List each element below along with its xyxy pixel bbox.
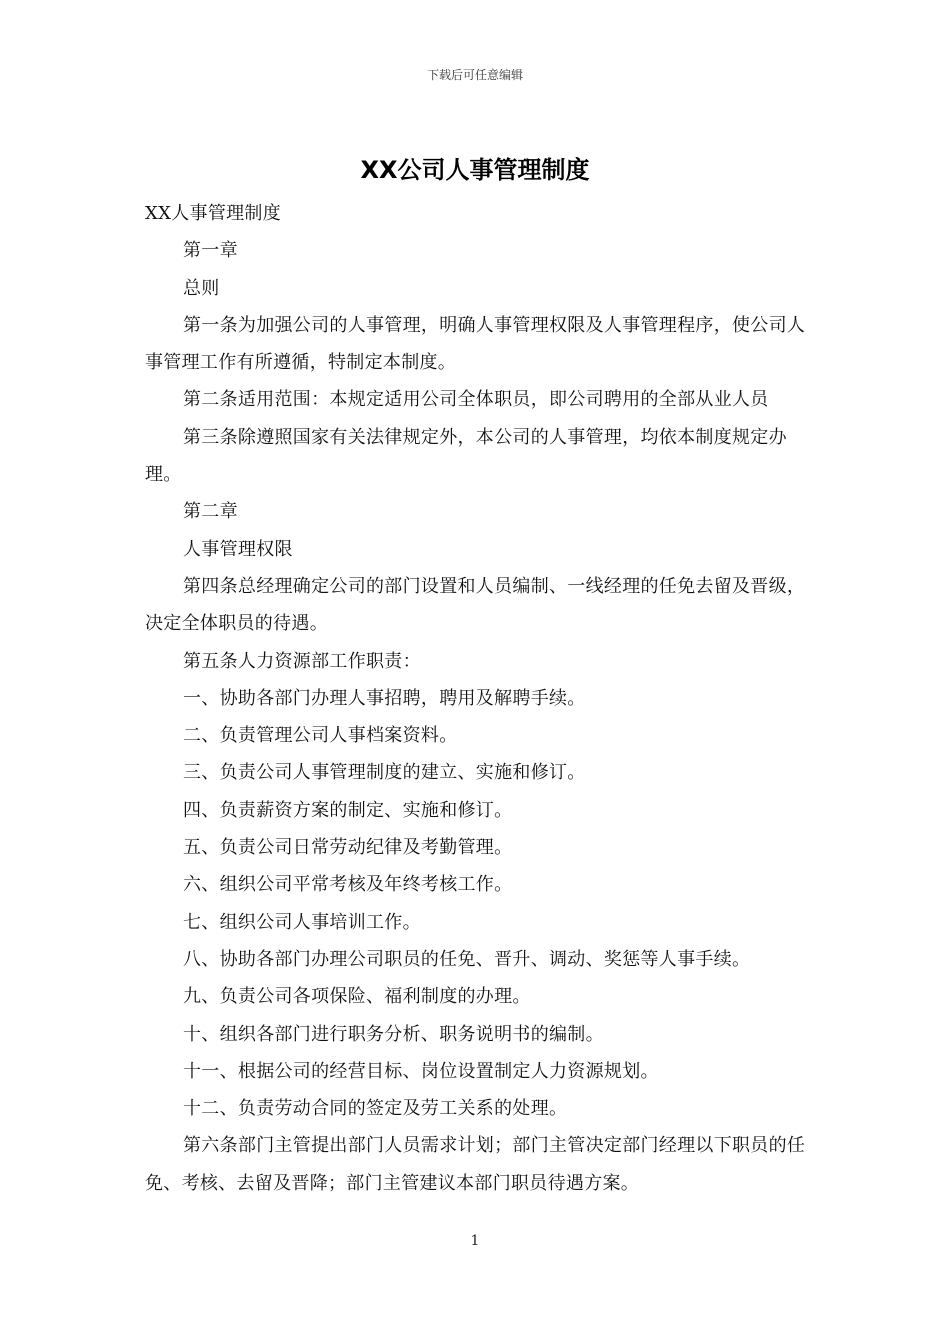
- paragraph-chapter-1: 第一章: [183, 240, 238, 262]
- page-header-note: 下载后可任意编辑: [426, 68, 523, 82]
- list-item-duty-10: 十、组织各部门进行职务分析、职务说明书的编制。: [183, 1023, 604, 1045]
- list-item-duty-9: 九、负责公司各项保险、福利制度的办理。: [183, 986, 531, 1008]
- document-body: [145, 195, 810, 1202]
- document-title: XX公司人事管理制度: [360, 156, 590, 184]
- list-item-duty-7: 七、组织公司人事培训工作。: [183, 911, 421, 933]
- paragraph-article-1: 第一条为加强公司的人事管理，明确人事管理权限及人事管理程序，使公司人事管理工作有所遵循，特制定本制度。: [145, 314, 806, 374]
- list-item-duty-4: 四、负责薪资方案的制定、实施和修订。: [183, 799, 513, 821]
- list-item-duty-2: 二、负责管理公司人事档案资料。: [183, 725, 458, 747]
- paragraph-chapter-2: 第二章: [183, 501, 238, 523]
- list-item-duty-11: 十一、根据公司的经营目标、岗位设置制定人力资源规划。: [183, 1060, 659, 1082]
- page-number: 1: [470, 1233, 480, 1249]
- list-item-duty-5: 五、负责公司日常劳动纪律及考勤管理。: [183, 837, 513, 859]
- paragraph-article-2: 第二条适用范围：本规定适用公司全体职员，即公司聘用的全部从业人员: [183, 389, 769, 411]
- paragraph-article-5: 第五条人力资源部工作职责：: [183, 650, 421, 672]
- paragraph-chapter-2-title: 人事管理权限: [183, 538, 293, 560]
- list-item-duty-6: 六、组织公司平常考核及年终考核工作。: [183, 874, 513, 896]
- list-item-duty-3: 三、负责公司人事管理制度的建立、实施和修订。: [183, 762, 586, 784]
- list-item-duty-1: 一、协助各部门办理人事招聘，聘用及解聘手续。: [183, 687, 586, 709]
- paragraph-article-3: 第三条除遵照国家有关法律规定外，本公司的人事管理，均依本制度规定办理。: [145, 426, 787, 486]
- paragraph-article-4: 第四条总经理确定公司的部门设置和人员编制、一线经理的任免去留及晋级，决定全体职员的待遇。: [145, 575, 806, 635]
- paragraph-chapter-1-title: 总则: [183, 277, 220, 299]
- paragraph-doc-name: XX人事管理制度: [145, 203, 282, 224]
- paragraph-article-6: 第六条部门主管提出部门人员需求计划；部门主管决定部门经理以下职员的任免、考核、去留及晋降；部门主管建议本部门职员待遇方案。: [145, 1135, 806, 1194]
- list-item-duty-8: 八、协助各部门办理公司职员的任免、晋升、调动、奖惩等人事手续。: [183, 948, 751, 970]
- list-item-duty-12: 十二、负责劳动合同的签定及劳工关系的处理。: [183, 1098, 568, 1120]
